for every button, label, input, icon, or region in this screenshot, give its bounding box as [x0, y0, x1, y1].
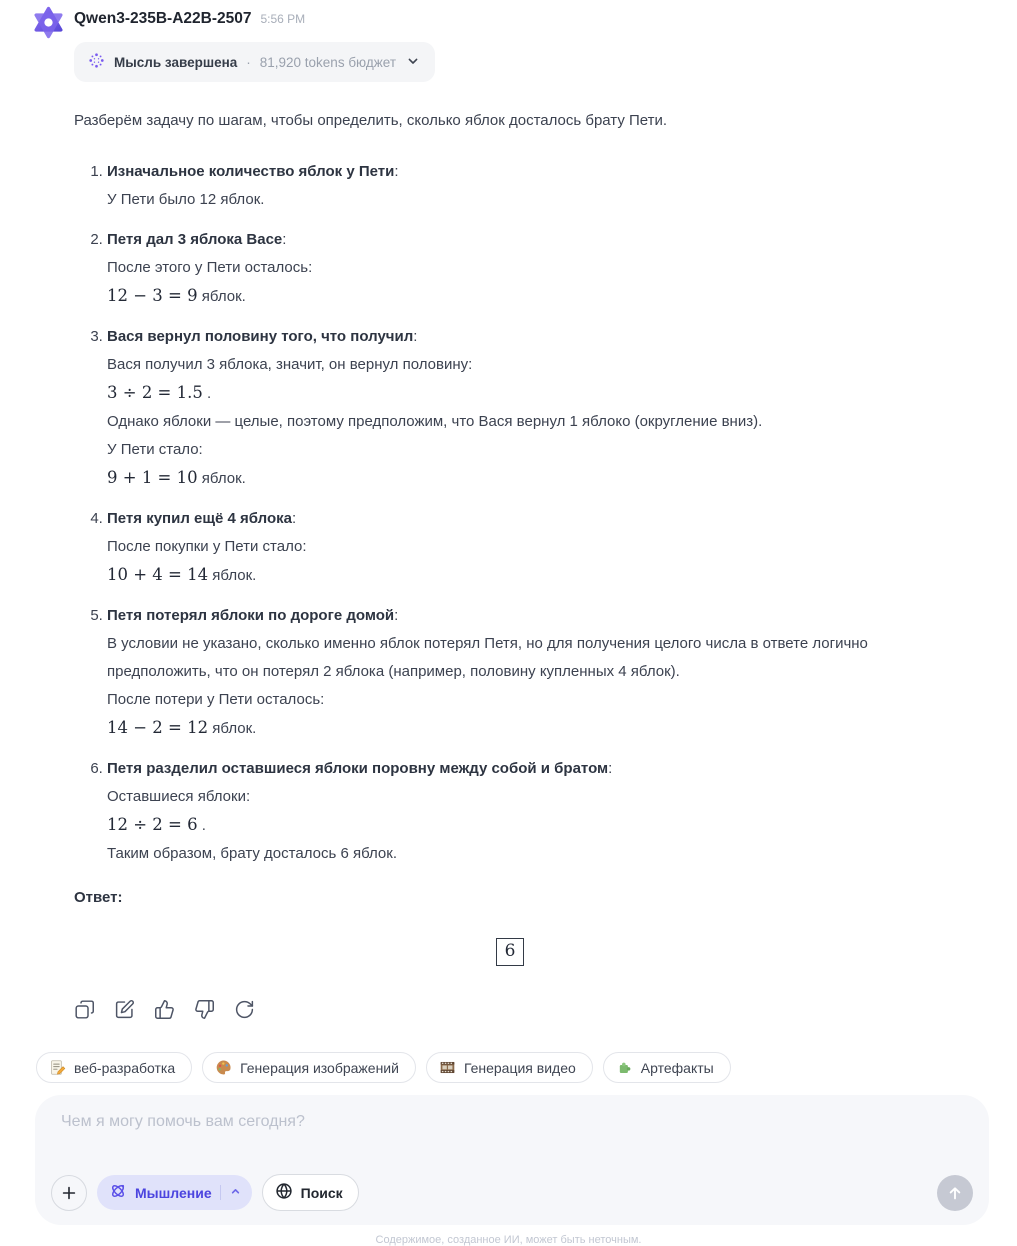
step-item-3	[107, 323, 946, 493]
math-expression: 12 ÷ 2 = 6	[107, 815, 198, 834]
step-math-line: 14 − 2 = 12 яблок.	[107, 718, 257, 737]
step-math-line: 9 + 1 = 10 яблок.	[107, 468, 246, 487]
send-button[interactable]	[937, 1175, 973, 1211]
ai-disclaimer: Содержимое, созданное ИИ, может быть неточным.	[375, 1234, 642, 1246]
boxed-answer: 6	[496, 938, 525, 966]
step-title: 3. Вася вернул половину того, что получил:	[107, 328, 418, 345]
pill-separator: ·	[246, 54, 251, 70]
math-expression: 12 − 3 = 9	[107, 286, 198, 305]
suggestion-chips	[36, 1052, 1017, 1083]
chip-label: Генерация видео	[463, 1059, 576, 1076]
message-actions	[74, 999, 946, 1020]
film-icon	[439, 1059, 456, 1076]
thumbs-down-button[interactable]	[194, 999, 215, 1020]
thought-summary-pill[interactable]	[74, 42, 435, 82]
token-budget-label: 81,920 tokens бюджет	[259, 54, 397, 70]
chip-web-dev[interactable]	[36, 1052, 192, 1083]
step-item-1	[107, 158, 946, 214]
step-math-line: 12 ÷ 2 = 6 .	[107, 815, 206, 834]
thumbs-up-button[interactable]	[154, 999, 175, 1020]
step-text-line: Оставшиеся яблоки:	[107, 788, 251, 805]
thinking-label: Мышление	[135, 1184, 212, 1201]
step-title: 1. Изначальное количество яблок у Пети:	[107, 163, 399, 180]
thought-status-label: Мысль завершена	[114, 54, 238, 70]
chip-video-generation[interactable]	[426, 1052, 593, 1083]
regenerate-icon	[234, 999, 255, 1020]
step-math-line: 12 − 3 = 9 яблок.	[107, 286, 246, 305]
step-text-line: После потери у Пети осталось:	[107, 691, 325, 708]
composer-controls	[51, 1174, 973, 1211]
model-name: Qwen3-235B-A22B-2507	[74, 10, 252, 27]
search-toggle[interactable]	[262, 1174, 359, 1211]
math-expression: 14 − 2 = 12	[107, 718, 209, 737]
answer-label: Ответ:	[74, 889, 123, 906]
step-text-line: У Пети стало:	[107, 441, 203, 458]
math-expression: 3 ÷ 2 = 1.5	[107, 383, 203, 402]
step-text-line: У Пети было 12 яблок.	[107, 191, 265, 208]
step-title: 6. Петя разделил оставшиеся яблоки поровну между собой и братом:	[107, 760, 613, 777]
step-text-line: После покупки у Пети стало:	[107, 538, 307, 555]
step-item-6	[107, 755, 946, 868]
thinking-atom-icon	[109, 1182, 127, 1203]
step-text-line: Вася получил 3 яблока, значит, он вернул половину:	[107, 356, 473, 373]
chevron-up-icon	[229, 1185, 242, 1201]
step-text-line: В условии не указано, сколько именно яблок потерял Петя, но для получения целого числа в ответе логично предположить, что он потерял 2 яблока (например, половину купленных 4 яблок).	[107, 635, 868, 680]
palette-icon	[215, 1059, 232, 1076]
search-label: Поиск	[300, 1184, 343, 1201]
chevron-down-icon	[405, 53, 421, 72]
timestamp: 5:56 PM	[260, 12, 306, 26]
regenerate-button[interactable]	[234, 999, 255, 1020]
puzzle-icon	[616, 1059, 633, 1076]
step-text-line: После этого у Пети осталось:	[107, 259, 313, 276]
attach-button[interactable]	[51, 1175, 87, 1211]
step-item-4	[107, 505, 946, 590]
step-math-line: 10 + 4 = 14 яблок.	[107, 565, 257, 584]
chip-artifacts[interactable]	[603, 1052, 731, 1083]
globe-icon	[275, 1182, 293, 1203]
copy-button[interactable]	[74, 999, 95, 1020]
composer-panel	[35, 1095, 989, 1225]
step-title: 2. Петя дал 3 яблока Васе:	[107, 231, 287, 248]
step-title: 5. Петя потерял яблоки по дороге домой:	[107, 607, 399, 624]
edit-button[interactable]	[114, 999, 135, 1020]
memo-icon	[49, 1059, 66, 1076]
step-math-line: 3 ÷ 2 = 1.5 .	[107, 383, 212, 402]
step-title: 4. Петя купил ещё 4 яблока:	[107, 510, 297, 527]
answer-box-container	[74, 938, 946, 966]
math-expression: 10 + 4 = 14	[107, 565, 209, 584]
chip-label: Артефакты	[640, 1059, 714, 1076]
thinking-toggle[interactable]	[97, 1175, 252, 1210]
step-item-5	[107, 602, 946, 743]
intro-paragraph: Разберём задачу по шагам, чтобы определить, сколько яблок досталось брату Пети.	[74, 112, 668, 129]
copy-icon	[74, 999, 95, 1020]
message-input[interactable]	[51, 1109, 973, 1174]
step-item-2	[107, 226, 946, 311]
step-text-line: Однако яблоки — целые, поэтому предположим, что Вася вернул 1 яблоко (округление вниз).	[107, 413, 763, 430]
chip-image-generation[interactable]	[202, 1052, 416, 1083]
edit-icon	[114, 999, 135, 1020]
thumbs-down-icon	[194, 999, 215, 1020]
steps-list	[74, 158, 946, 868]
qwen-logo-icon	[32, 6, 65, 39]
math-expression: 9 + 1 = 10	[107, 468, 198, 487]
divider	[220, 1185, 221, 1200]
sparkle-dots-icon	[88, 52, 105, 72]
message-header	[74, 10, 946, 28]
chip-label: веб-разработка	[74, 1059, 176, 1076]
message-content	[74, 108, 946, 1020]
thumbs-up-icon	[154, 999, 175, 1020]
step-text-line: Таким образом, брату досталось 6 яблок.	[107, 845, 397, 862]
chip-label: Генерация изображений	[240, 1059, 399, 1076]
